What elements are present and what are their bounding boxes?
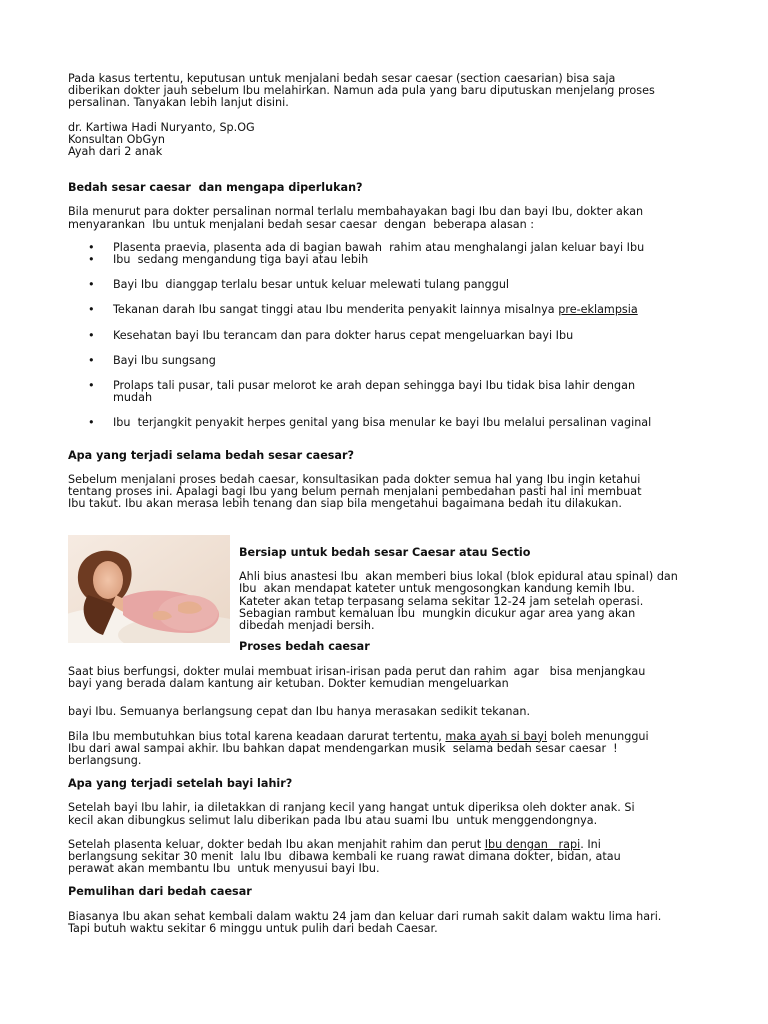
bullet-icon: • (88, 379, 95, 393)
section4-paragraph-2 (68, 839, 738, 876)
section-heading (68, 778, 738, 790)
text-line: berlangsung sekitar 30 menit lalu Ibu dibawa kembali ke ruang rawat dimana dokter, bidan, atau (68, 850, 621, 864)
text-segment: Setelah plasenta keluar, dokter bedah Ibu akan menjahit rahim dan perut (68, 837, 485, 851)
text-line: Biasanya Ibu akan sehat kembali dalam waktu 24 jam dan keluar dari rumah sakit dalam waktu lima hari. (68, 909, 662, 923)
text-line: Sebelum menjalani proses bedah caesar, konsultasikan pada dokter semua hal yang Ibu ingin ketahui (68, 472, 641, 486)
text-line: Setelah bayi Ibu lahir, ia diletakkan di ranjang kecil yang hangat untuk diperiksa oleh dokter anak. Si (68, 801, 635, 815)
list-item-text: Tekanan darah Ibu sangat tinggi atau Ibu menderita penyakit lainnya misalnya (113, 303, 559, 317)
text-line: bayi Ibu. Semuanya berlangsung cepat dan Ibu hanya merasakan sedikit tekanan. (68, 705, 531, 719)
bullet-icon: • (88, 353, 95, 367)
sidebar-paragraph (239, 571, 739, 632)
text-line: Ibu takut. Ibu akan merasa lebih tenang dan siap bila mengetahui bagaimana bedah itu dilakukan. (68, 497, 622, 511)
author-name: dr. Kartiwa Hadi Nuryanto, Sp.OG (68, 120, 255, 134)
maka-ayah-link[interactable]: maka ayah si bayi (445, 729, 548, 743)
list-item-text: Bayi Ibu sungsang (113, 353, 216, 367)
heading-text: Bersiap untuk bedah sesar Caesar atau Sectio (239, 546, 531, 559)
author-note: Ayah dari 2 anak (68, 145, 163, 159)
text-line: Saat bius berfungsi, dokter mulai membuat irisan-irisan pada perut dan rahim agar bisa menjangkau (68, 665, 646, 678)
ibu-dengan-rapi-link[interactable]: Ibu dengan rapi (484, 837, 581, 851)
text-segment: Bila Ibu membutuhkan bius total karena keadaan darurat tertentu, (68, 729, 446, 743)
intro-paragraph (68, 73, 738, 110)
bullet-icon: • (88, 328, 95, 342)
list-item (68, 304, 738, 316)
text-line: bayi yang berada dalam kantung air ketuban. Dokter kemudian mengeluarkan (68, 677, 509, 691)
section1-paragraph (68, 206, 738, 230)
text-line: persalinan. Tanyakan lebih lanjut disini. (68, 96, 289, 110)
author-role: Konsultan ObGyn (68, 132, 165, 146)
bullet-icon: • (88, 253, 95, 267)
author-block (68, 122, 738, 159)
text-line: Ahli bius anastesi Ibu akan memberi bius lokal (blok epidural atau spinal) dan (239, 570, 678, 584)
section4-paragraph (68, 802, 738, 826)
list-item (68, 279, 738, 291)
section3-paragraph (68, 666, 738, 690)
text-line: perawat akan membantu Ibu untuk menyusui bayi Ibu. (68, 862, 380, 876)
section-heading (68, 450, 738, 462)
section3-paragraph-3 (68, 731, 738, 768)
text-line: kecil akan dibungkus selimut lalu diberikan pada Ibu atau suami Ibu untuk menggendongnya. (68, 813, 598, 827)
bullet-icon: • (88, 303, 95, 317)
pregnant-woman-photo (68, 535, 230, 643)
sidebar-heading (239, 547, 739, 559)
text-segment: boleh menunggui (547, 729, 649, 743)
list-item (68, 330, 738, 342)
text-line: Sebagian rambut kemaluan Ibu mungkin dicukur agar area yang akan (239, 606, 636, 620)
text-line: dibedah menjadi bersih. (239, 619, 375, 633)
bullet-icon: • (88, 278, 95, 292)
heading-text: Pemulihan dari bedah caesar (68, 885, 252, 899)
section5-paragraph (68, 911, 738, 935)
photo-illustration (68, 535, 230, 643)
section-heading (68, 886, 738, 898)
text-line: Pada kasus tertentu, keputusan untuk menjalani bedah sesar caesar (section caesarian) bisa saja (68, 72, 616, 85)
heading-text: Apa yang terjadi setelah bayi lahir? (68, 777, 293, 791)
list-item (68, 355, 738, 367)
section2-paragraph (68, 474, 738, 511)
text-line: Kateter akan tetap terpasang selama sekitar 12-24 jam setelah operasi. (239, 594, 644, 608)
list-item (68, 254, 738, 266)
document-page (68, 73, 738, 510)
section3-paragraph-2 (68, 706, 738, 718)
bullet-icon: • (88, 416, 95, 430)
text-line: tentang proses ini. Apalagi bagi Ibu yang belum pernah menjalani pembedahan pasti hal ini membuat (68, 485, 642, 499)
heading-text: Proses bedah caesar (239, 640, 370, 654)
text-line: Bila menurut para dokter persalinan normal terlalu membahayakan bagi Ibu dan bayi Ibu, dokter akan (68, 205, 644, 219)
sidebar-heading-2 (239, 641, 739, 653)
sidebar-block (239, 547, 739, 653)
list-item-text: Ibu terjangkit penyakit herpes genital yang bisa menular ke bayi Ibu melalui persalinan vaginal (113, 416, 652, 430)
text-segment: . Ini (580, 837, 601, 851)
heading-text: Bedah sesar caesar dan mengapa diperlukan? (68, 181, 363, 195)
list-item-text: Ibu sedang mengandung tiga bayi atau lebih (113, 253, 369, 267)
heading-text: Apa yang terjadi selama bedah sesar caesar? (68, 448, 354, 462)
text-line: diberikan dokter jauh sebelum Ibu melahirkan. Namun ada pula yang baru diputuskan menjelang proses (68, 84, 655, 98)
list-item-text: Prolaps tali pusar, tali pusar melorot ke arah depan sehingga bayi Ibu tidak bisa lahir dengan (113, 379, 636, 393)
list-item-text: Plasenta praevia, plasenta ada di bagian bawah rahim atau menghalangi jalan keluar bayi Ibu (113, 240, 645, 254)
list-item-text: mudah (113, 391, 153, 405)
document-page-lower (68, 666, 738, 935)
reasons-list (68, 242, 738, 430)
list-item-text: Kesehatan bayi Ibu terancam dan para dokter harus cepat mengeluarkan bayi Ibu (113, 328, 574, 342)
text-line: Tapi butuh waktu sekitar 6 minggu untuk pulih dari bedah Caesar. (68, 921, 438, 935)
text-line: Ibu dari awal sampai akhir. Ibu bahkan dapat mendengarkan musik selama bedah sesar caesar ! (68, 741, 618, 755)
bullet-icon: • (88, 240, 95, 254)
list-item (68, 380, 738, 404)
text-line: Ibu akan mendapat kateter untuk mengosongkan kandung kemih Ibu. (239, 582, 635, 596)
text-line: berlangsung. (68, 754, 142, 768)
list-item (68, 417, 738, 429)
text-line: menyarankan Ibu untuk menjalani bedah sesar caesar dengan beberapa alasan : (68, 217, 535, 231)
pre-eklampsia-link[interactable]: pre-eklampsia (558, 303, 638, 317)
section-heading (68, 182, 738, 194)
list-item-text: Bayi Ibu dianggap terlalu besar untuk keluar melewati tulang panggul (113, 278, 510, 292)
